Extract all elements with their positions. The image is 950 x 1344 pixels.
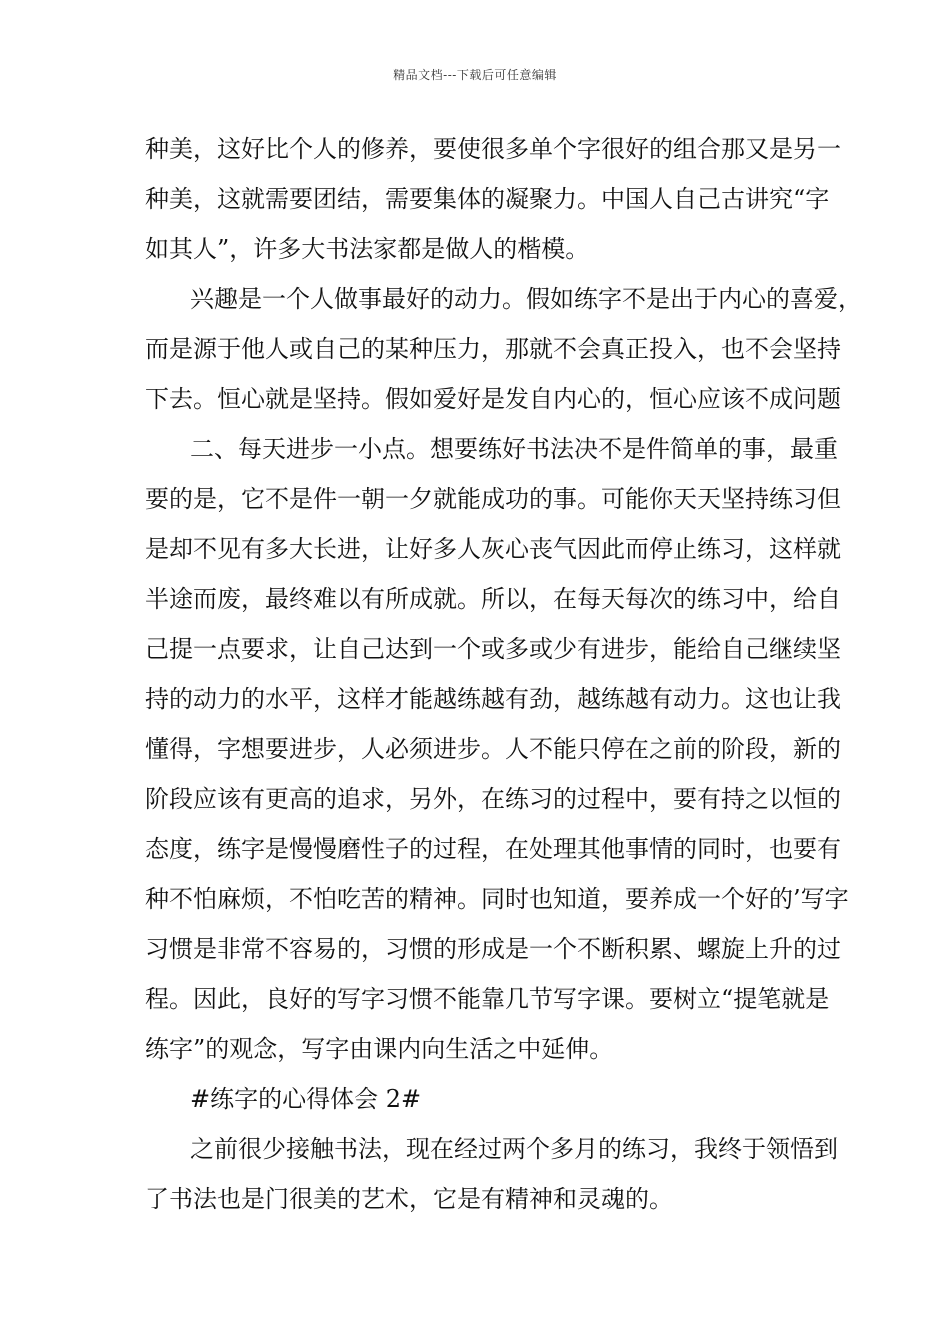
text-line: 持的动力的水平，这样才能越练越有劲，越练越有动力。这也让我 (145, 685, 841, 713)
text-line: 习惯是非常不容易的，习惯的形成是一个不断积累、螺旋上升的过 (145, 935, 841, 963)
document-body (145, 124, 862, 1224)
text-line: 种美，这好比个人的修养，要使很多单个字很好的组合那又是另一 (145, 135, 841, 163)
text-line: 是却不见有多大长进，让好多人灰心丧气因此而停止练习，这样就 (145, 535, 841, 563)
text-line: 而是源于他人或自己的某种压力，那就不会真正投入，也不会坚持 (145, 335, 841, 363)
text-line: 态度，练字是慢慢磨性子的过程，在处理其他事情的同时，也要有 (145, 835, 841, 863)
text-line: 种美，这就需要团结，需要集体的凝聚力。中国人自己古讲究“字 (145, 185, 830, 213)
text-line: 种不怕麻烦，不怕吃苦的精神。同时也知道，要养成一个好的’写字 (145, 885, 849, 913)
text-line: 下去。恒心就是坚持。假如爱好是发自内心的，恒心应该不成问题 (145, 385, 841, 413)
page-header: 精品文档---下载后可任意编辑 (393, 68, 557, 82)
section-heading: #练字的心得体会 2# (190, 1085, 422, 1113)
text-line: 了书法也是门很美的艺术，它是有精神和灵魂的。 (145, 1185, 673, 1213)
paragraph-start-line: 二、每天进步一小点。想要练好书法决不是件简单的事，最重 (190, 435, 838, 463)
text-line: 阶段应该有更高的追求，另外，在练习的过程中，要有持之以恒的 (145, 785, 841, 813)
text-line: 程。因此，良好的写字习惯不能靠几节写字课。要树立“提笔就是 (145, 985, 830, 1013)
text-line: 要的是，它不是件一朝一夕就能成功的事。可能你天天坚持练习但 (145, 485, 841, 513)
text-line: 如其人”，许多大书法家都是做人的楷模。 (145, 235, 590, 263)
paragraph-start-line: 之前很少接触书法，现在经过两个多月的练习，我终于领悟到 (190, 1135, 838, 1163)
text-line: 懂得，字想要进步，人必须进步。人不能只停在之前的阶段，新的 (145, 735, 841, 763)
text-line: 练字”的观念，写字由课内向生活之中延伸。 (145, 1035, 614, 1063)
text-line: 己提一点要求，让自己达到一个或多或少有进步，能给自己继续坚 (145, 635, 841, 663)
text-line: 半途而废，最终难以有所成就。所以，在每天每次的练习中，给自 (145, 585, 841, 613)
paragraph-start-line: 兴趣是一个人做事最好的动力。假如练字不是出于内心的喜爱， (190, 285, 862, 313)
